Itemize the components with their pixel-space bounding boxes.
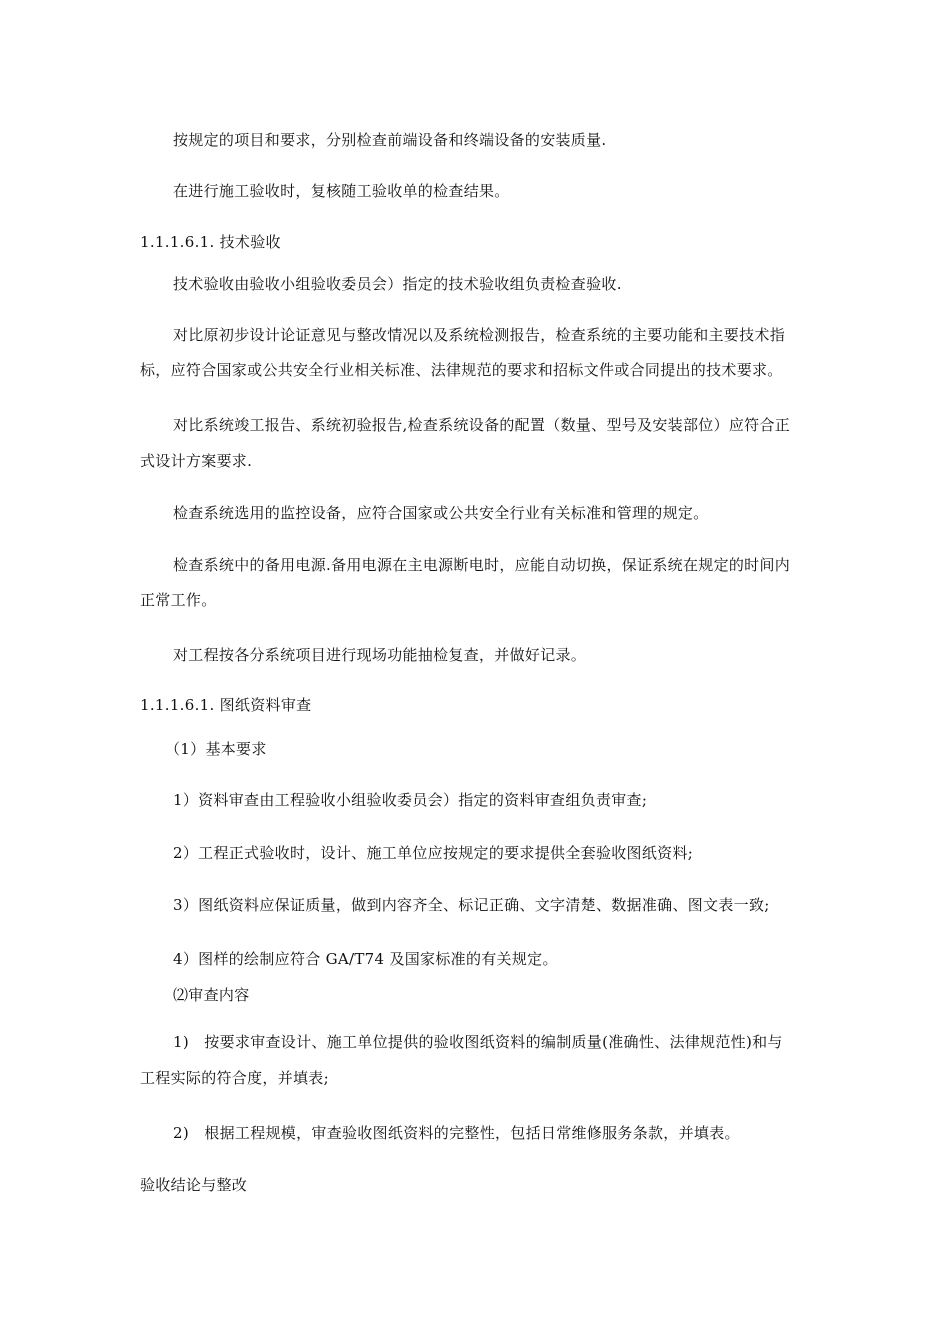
section-heading-conclusion: 验收结论与整改 xyxy=(140,1176,248,1194)
paragraph-compare-design-line2: 标，应符合国家或公共安全行业相关标准、法律规范的要求和招标文件或合同提出的技术要求。 xyxy=(140,361,783,379)
review-item-2: 2) 根据工程规模，审查验收图纸资料的完整性，包括日常维修服务条款，并填表。 xyxy=(173,1124,740,1142)
paragraph-backup-power-line1: 检查系统中的备用电源.备用电源在主电源断电时，应能自动切换，保证系统在规定的时间内 xyxy=(173,556,791,574)
review-item-1-line1: 1) 按要求审查设计、施工单位提供的验收图纸资料的编制质量(准确性、法律规范性)和与 xyxy=(173,1033,783,1051)
paragraph-review-results: 在进行施工验收时，复核随工验收单的检查结果。 xyxy=(173,182,510,200)
paragraph-install-quality: 按规定的项目和要求，分别检查前端设备和终端设备的安装质量. xyxy=(173,131,607,149)
subheading-review-content: ⑵审查内容 xyxy=(173,986,250,1004)
paragraph-compare-reports-line2: 式设计方案要求. xyxy=(140,452,253,470)
paragraph-compare-reports-line1: 对比系统竣工报告、系统初验报告,检查系统设备的配置（数量、型号及安装部位）应符合正 xyxy=(173,416,791,434)
paragraph-spot-check: 对工程按各分系统项目进行现场功能抽检复查，并做好记录。 xyxy=(173,646,587,664)
paragraph-monitoring-equipment: 检查系统选用的监控设备，应符合国家或公共安全行业有关标准和管理的规定。 xyxy=(173,504,709,522)
list-item-3: 3）图纸资料应保证质量，做到内容齐全、标记正确、文字清楚、数据准确、图文表一致; xyxy=(173,896,770,914)
list-item-2: 2）工程正式验收时，设计、施工单位应按规定的要求提供全套验收图纸资料; xyxy=(173,844,694,862)
paragraph-technical-team: 技术验收由验收小组验收委员会）指定的技术验收组负责检查验收. xyxy=(173,275,622,293)
section-heading-technical-acceptance: 1.1.1.6.1. 技术验收 xyxy=(140,233,281,251)
subheading-basic-requirements: （1）基本要求 xyxy=(165,740,267,758)
paragraph-backup-power-line2: 正常工作。 xyxy=(140,591,217,609)
list-item-1: 1）资料审查由工程验收小组验收委员会）指定的资料审查组负责审查; xyxy=(173,791,648,809)
section-heading-drawing-review: 1.1.1.6.1. 图纸资料审查 xyxy=(140,696,312,714)
review-item-1-line2: 工程实际的符合度，并填表; xyxy=(140,1069,329,1087)
list-item-4: 4）图样的绘制应符合 GA/T74 及国家标准的有关规定。 xyxy=(173,950,558,968)
paragraph-compare-design-line1: 对比原初步设计论证意见与整改情况以及系统检测报告，检查系统的主要功能和主要技术指 xyxy=(173,326,786,344)
